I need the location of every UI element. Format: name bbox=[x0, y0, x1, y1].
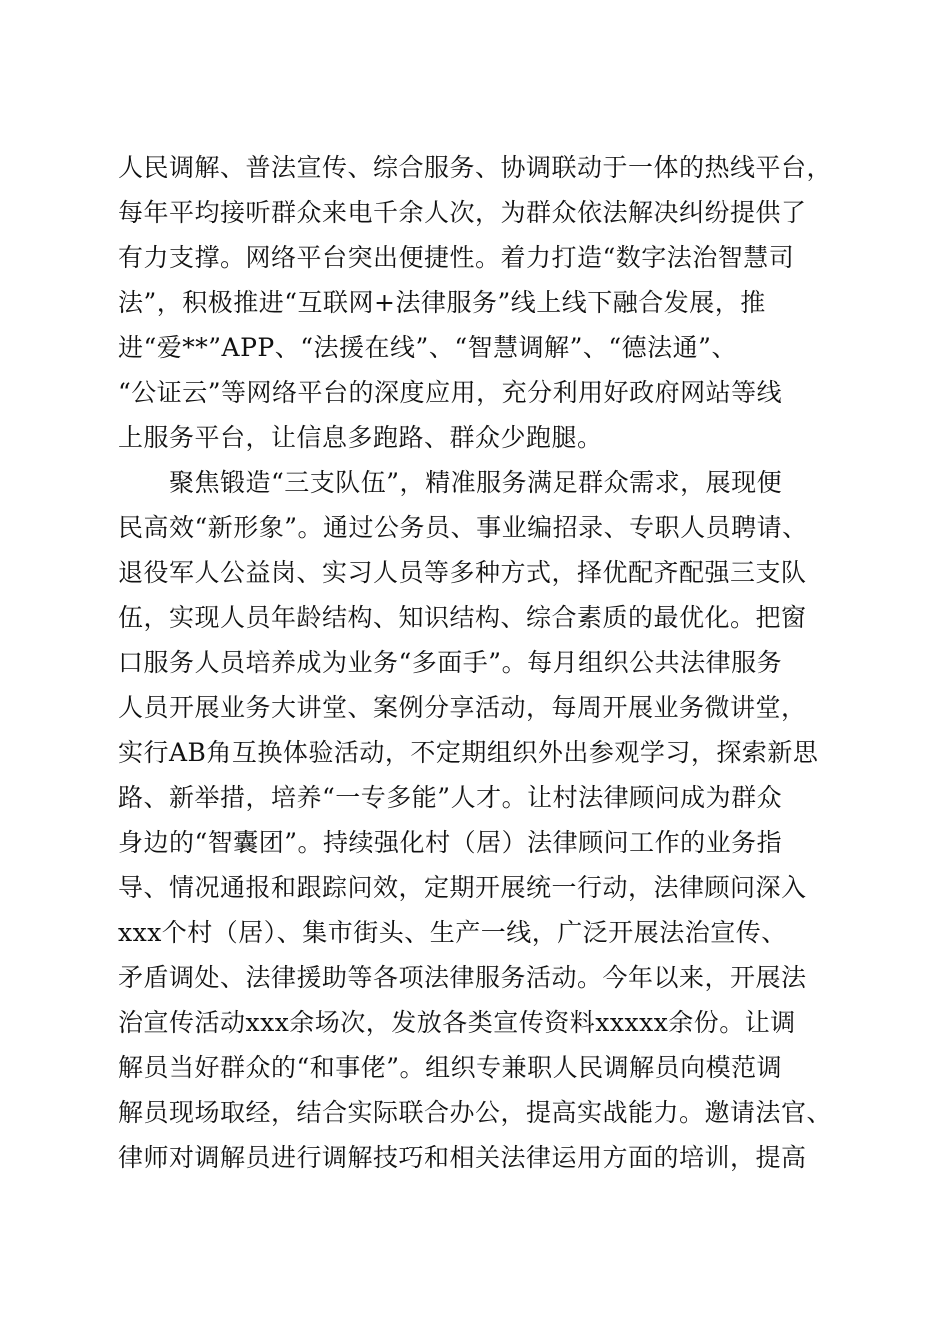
text-line: 实行AB角互换体验活动，不定期组织外出参观学习，探索新思 bbox=[118, 738, 819, 767]
text-line: 矛盾调处、法律援助等各项法律服务活动。今年以来，开展法 bbox=[118, 963, 807, 992]
text-line: 解员当好群众的“和事佬”。组织专兼职人民调解员向模范调 bbox=[118, 1053, 783, 1082]
text-line: 聚焦锻造“三支队伍”，精准服务满足群众需求，展现便 bbox=[118, 468, 783, 497]
text-line: 每年平均接听群众来电千余人次，为群众依法解决纠纷提供了 bbox=[118, 198, 807, 227]
text-line: 导、情况通报和跟踪问效，定期开展统一行动，法律顾问深入 bbox=[118, 873, 807, 902]
text-line: 民高效“新形象”。通过公务员、事业编招录、专职人员聘请、 bbox=[118, 513, 808, 542]
text-line: 口服务人员培养成为业务“多面手”。每月组织公共法律服务 bbox=[118, 648, 783, 677]
text-line: xxx个村（居）、集市街头、生产一线，广泛开展法治宣传、 bbox=[118, 918, 787, 947]
text-line: 人民调解、普法宣传、综合服务、协调联动于一体的热线平台， bbox=[118, 153, 833, 182]
text-line: 有力支撑。网络平台突出便捷性。着力打造“数字法治智慧司 bbox=[118, 243, 795, 272]
text-line: 身边的“智囊团”。持续强化村（居）法律顾问工作的业务指 bbox=[118, 828, 783, 857]
text-line: 法”，积极推进“互联网+法律服务”线上线下融合发展，推 bbox=[118, 288, 766, 317]
text-line: 律师对调解员进行调解技巧和相关法律运用方面的培训，提高 bbox=[118, 1143, 807, 1172]
text-line: 路、新举措，培养“一专多能”人才。让村法律顾问成为群众 bbox=[118, 783, 783, 812]
text-line: 解员现场取经，结合实际联合办公，提高实战能力。邀请法官、 bbox=[118, 1098, 833, 1127]
text-line: 进“爱**”APP、“法援在线”、“智慧调解”、“德法通”、 bbox=[118, 333, 737, 362]
text-line: “公证云”等网络平台的深度应用，充分利用好政府网站等线 bbox=[118, 378, 783, 407]
text-line: 人员开展业务大讲堂、案例分享活动，每周开展业务微讲堂， bbox=[118, 693, 807, 722]
text-line: 上服务平台，让信息多跑路、群众少跑腿。 bbox=[118, 423, 603, 452]
text-line: 治宣传活动xxx余场次，发放各类宣传资料xxxxx余份。让调 bbox=[118, 1008, 796, 1037]
text-line: 伍，实现人员年龄结构、知识结构、综合素质的最优化。把窗 bbox=[118, 603, 807, 632]
text-line: 退役军人公益岗、实习人员等多种方式，择优配齐配强三支队 bbox=[118, 558, 807, 587]
